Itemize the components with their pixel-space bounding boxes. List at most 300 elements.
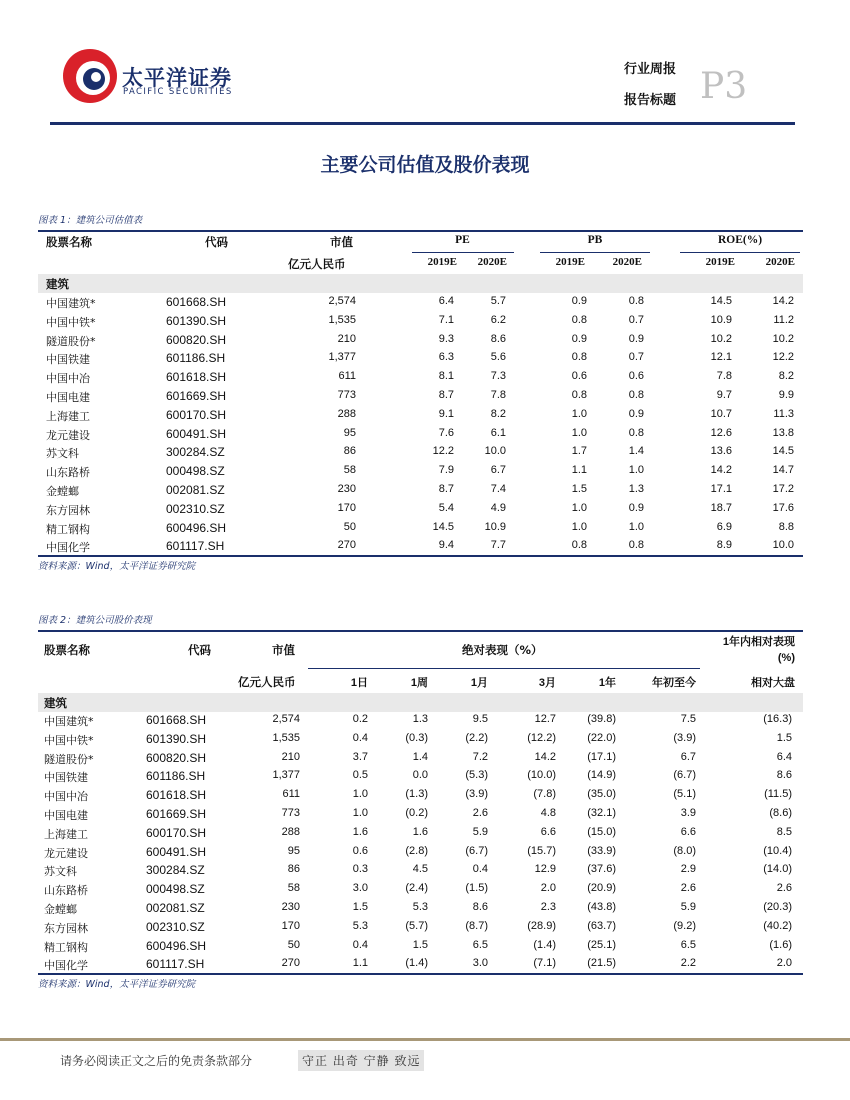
table-cell-name: 中国化学 [44,959,88,973]
table1-bottom-rule [38,555,803,557]
table-cell-roe19: 8.9 [716,539,732,552]
table-cell-code: 601618.SH [146,788,207,803]
table-cell-roe20: 17.2 [772,483,794,495]
table-cell-pb19: 1.0 [571,426,587,439]
table-cell-y1: (63.7) [587,919,616,932]
table-cell-pb20: 0.8 [628,539,644,552]
table-cell-rel: (10.4) [763,844,792,857]
table-cell-mcap: 210 [281,750,300,763]
table-cell-name: 上海建工 [46,409,90,423]
table-cell-ytd: 2.6 [680,882,696,895]
table-cell-pb20: 0.9 [628,501,644,514]
table-cell-y1: (21.5) [587,957,616,970]
table-cell-mcap: 50 [287,938,300,951]
table-cell-m1: 7.2 [472,750,488,763]
table-cell-pe19: 8.7 [438,389,454,401]
table-cell-m1: (3.9) [465,788,488,801]
table-cell-code: 002081.SZ [146,901,205,915]
company-logo-icon [60,46,120,106]
table-cell-rel: (40.2) [763,919,792,932]
table-cell-mcap: 288 [337,407,356,420]
table-cell-d1: 1.6 [352,825,368,838]
table-cell-name: 上海建工 [44,827,88,841]
table-cell-pe20: 4.9 [490,501,506,514]
table-cell-pb19: 0.9 [571,295,587,307]
table1-header-pe-2019: 2019E [427,256,457,268]
table-cell-m1: (6.7) [465,844,488,857]
table-cell-pe20: 6.7 [490,464,506,477]
table-cell-mcap: 773 [281,807,300,819]
table2-header-1y: 1年 [598,677,616,689]
table-cell-pb20: 0.8 [628,426,644,439]
table-cell-code: 600491.SH [146,844,207,859]
page-number: P3 [700,66,748,107]
table-cell-pb20: 0.7 [628,313,644,326]
table-cell-roe19: 10.2 [710,332,732,345]
table-cell-mcap: 86 [287,863,300,876]
table2-source: 资料来源：Wind，太平洋证券研究院 [38,979,196,990]
table1-caption: 图表 1：建筑公司估值表 [38,215,143,226]
table1-top-rule [38,230,803,232]
table-cell-rel: 8.5 [776,825,792,838]
table-cell-roe20: 11.2 [773,313,794,326]
table-cell-pb20: 0.8 [628,389,644,401]
table-cell-pe20: 10.0 [484,445,506,458]
table-cell-pe19: 9.4 [438,539,454,552]
table-cell-m1: 3.0 [472,957,488,970]
table-cell-name: 中国中冶 [46,372,90,386]
header-divider [50,122,795,125]
table1-source: 资料来源：Wind，太平洋证券研究院 [38,561,196,572]
table-cell-mcap: 230 [337,483,356,495]
table-cell-code: 600496.SH [166,520,227,535]
table-cell-d1: 1.0 [352,807,368,819]
footer-divider [0,1038,850,1041]
pe-underline [412,252,514,253]
table-cell-name: 龙元建设 [46,428,90,442]
table-cell-pe20: 8.2 [490,407,506,420]
table-cell-code: 002081.SZ [166,483,225,497]
table-cell-m1: (2.2) [465,731,488,744]
table1-header-mcap-unit: 亿元人民币 [288,257,346,271]
table-cell-mcap: 288 [281,825,300,838]
table2-group-row [38,693,803,712]
table2-header-mcap: 市值 [272,643,295,657]
table-cell-m3: (7.1) [533,957,556,970]
table-cell-m3: (12.2) [527,731,556,744]
table-cell-pb19: 0.6 [571,370,587,383]
table-cell-pe20: 7.8 [490,389,506,401]
table-cell-y1: (33.9) [587,844,616,857]
table-cell-roe20: 8.8 [778,520,794,533]
table-cell-name: 中国中铁* [44,733,94,747]
table-cell-m1: 2.6 [472,807,488,819]
table-cell-name: 中国铁建 [46,353,90,367]
table-cell-d1: 3.0 [352,882,368,895]
table2-header-rel: 相对大盘 [751,677,795,689]
table-cell-mcap: 2,574 [328,295,356,307]
abs-underline [308,668,700,669]
table-cell-rel: 1.5 [776,731,792,744]
table-cell-name: 龙元建设 [44,846,88,860]
table-cell-pe19: 6.4 [438,295,454,307]
table-cell-roe20: 9.9 [778,389,794,401]
table-cell-code: 601390.SH [146,731,207,746]
table-cell-roe19: 18.7 [710,501,732,514]
table-cell-name: 苏文科 [46,447,79,461]
table-cell-pb20: 1.4 [628,445,644,458]
table-cell-roe19: 14.5 [710,295,732,307]
table-cell-m3: (10.0) [527,769,556,782]
table-cell-roe19: 12.1 [710,351,732,364]
table-cell-name: 山东路桥 [44,884,88,898]
table-cell-m3: 14.2 [534,750,556,763]
table-cell-code: 300284.SZ [166,445,225,460]
table-cell-code: 600496.SH [146,938,207,953]
table1-header-pb: PB [587,234,603,246]
table-cell-roe20: 14.5 [772,445,794,458]
table-cell-y1: (43.8) [587,901,616,913]
table-cell-mcap: 230 [281,901,300,913]
table-cell-y1: (17.1) [587,750,616,763]
table-cell-code: 601117.SH [146,957,205,972]
table-cell-name: 苏文科 [44,865,77,879]
table-cell-d1: 0.4 [352,938,368,951]
table-cell-w1: (5.7) [405,919,428,932]
table-cell-pe20: 7.3 [490,370,506,383]
table-cell-rel: 2.6 [776,882,792,895]
table-cell-pe19: 14.5 [432,520,454,533]
table-cell-mcap: 170 [337,501,356,514]
table-cell-w1: (1.3) [405,788,428,801]
brand-name-en: PACIFIC SECURITIES [123,87,233,97]
table-cell-ytd: 2.9 [680,863,696,876]
table-cell-pe19: 7.1 [438,313,454,326]
table-cell-pe20: 6.1 [490,426,506,439]
table-cell-roe19: 7.8 [716,370,732,383]
table-cell-ytd: 7.5 [680,713,696,725]
table-cell-mcap: 58 [287,882,300,895]
table1-header-roe: ROE(%) [717,234,763,246]
table-cell-y1: (22.0) [587,731,616,744]
table-cell-pe19: 12.2 [432,445,454,458]
table1-header-roe-2020: 2020E [765,256,795,268]
table-cell-mcap: 95 [287,844,300,857]
table-cell-mcap: 58 [343,464,356,477]
table-cell-y1: (39.8) [587,713,616,725]
table-cell-y1: (15.0) [587,825,616,838]
table-cell-code: 601669.SH [166,389,227,403]
table2-header-1w: 1周 [410,677,428,689]
table1-header-pb-2019: 2019E [555,256,585,268]
table-cell-code: 000498.SZ [166,464,225,479]
table-cell-w1: (2.8) [405,844,428,857]
table-cell-pb19: 1.0 [571,407,587,420]
table-cell-code: 600820.SH [166,332,227,347]
table-cell-roe19: 17.1 [710,483,732,495]
table-cell-name: 精工钢构 [44,940,88,954]
table-cell-m3: 2.3 [540,901,556,913]
table-cell-roe20: 14.2 [772,295,794,307]
table-cell-ytd: 2.2 [680,957,696,970]
table-cell-mcap: 1,535 [328,313,356,326]
table1-header-pe: PE [455,234,470,246]
table-cell-ytd: (3.9) [673,731,696,744]
table-cell-ytd: 3.9 [680,807,696,819]
table-cell-pb19: 0.8 [571,539,587,552]
table-cell-pe19: 7.9 [438,464,454,477]
table2-header-3m: 3月 [538,677,556,689]
table-cell-d1: 0.4 [352,731,368,744]
table-cell-roe20: 10.2 [772,332,794,345]
table-cell-mcap: 270 [281,957,300,970]
table-cell-code: 600491.SH [166,426,227,441]
table-cell-y1: (25.1) [587,938,616,951]
table-cell-ytd: (8.0) [673,844,696,857]
report-type: 行业周报 [624,62,677,77]
table2-header-ytd: 年初至今 [652,677,696,689]
table-cell-pb19: 0.8 [571,313,587,326]
table-cell-y1: (32.1) [587,807,616,819]
table1-header-mcap: 市值 [330,235,353,249]
table-cell-ytd: 6.6 [680,825,696,838]
table2-header-code: 代码 [188,643,211,657]
table-cell-code: 601668.SH [146,713,207,727]
table-cell-mcap: 210 [337,332,356,345]
report-title: 报告标题 [624,93,677,108]
table2-top-rule [38,630,803,632]
section-title: 主要公司估值及股价表现 [320,154,530,176]
table-cell-mcap: 1,535 [272,731,300,744]
table-cell-name: 中国电建 [46,391,90,404]
table-cell-rel: (1.6) [769,938,792,951]
table-cell-w1: 0.0 [412,769,428,782]
table-cell-roe19: 6.9 [716,520,732,533]
table-cell-mcap: 1,377 [272,769,300,782]
table-cell-rel: (11.5) [764,788,792,801]
table-cell-roe20: 17.6 [772,501,794,514]
table2-bottom-rule [38,973,803,975]
table-cell-rel: (20.3) [763,901,792,913]
table-cell-name: 东方园林 [46,503,90,517]
table-cell-pb20: 0.7 [628,351,644,364]
table-cell-code: 300284.SZ [146,863,205,878]
table-cell-code: 000498.SZ [146,882,205,897]
table-cell-roe19: 10.9 [710,313,732,326]
table-cell-d1: 1.0 [352,788,368,801]
table1-header-roe-2019: 2019E [705,256,735,268]
table-cell-m3: 6.6 [540,825,556,838]
table-cell-m1: 0.4 [472,863,488,876]
table-cell-rel: 2.0 [776,957,792,970]
table-cell-ytd: (6.7) [673,769,696,782]
table-cell-d1: 0.3 [352,863,368,876]
table-cell-pe19: 5.4 [438,501,454,514]
table2-header-rel-line1: 1年内相对表现 [722,636,795,648]
table-cell-name: 隧道股份* [44,752,94,766]
table-cell-y1: (20.9) [587,882,616,895]
table-cell-m3: (15.7) [527,844,556,857]
brand-name-cn: 太平洋证券 [122,66,232,90]
table1-header-pe-2020: 2020E [477,256,507,268]
table-cell-d1: 5.3 [352,919,368,932]
pb-underline [540,252,650,253]
table-cell-name: 金螳螂 [44,903,77,916]
table-cell-roe20: 10.0 [772,539,794,552]
table2-header-abs: 绝对表现（%） [462,643,543,657]
table-cell-code: 002310.SZ [166,501,225,516]
table1-group-row [38,274,803,293]
table-cell-ytd: (5.1) [673,788,696,801]
table-cell-mcap: 50 [343,520,356,533]
table-cell-name: 精工钢构 [46,522,90,536]
table-cell-pe20: 6.2 [490,313,506,326]
table-cell-code: 601186.SH [146,769,206,784]
table-cell-mcap: 270 [337,539,356,552]
table-cell-pe19: 7.6 [438,426,454,439]
table-cell-m1: (1.5) [465,882,488,895]
table-cell-pb20: 0.6 [628,370,644,383]
table-cell-pb20: 0.8 [628,295,644,307]
table-cell-m3: 4.8 [540,807,556,819]
table-cell-roe20: 13.8 [772,426,794,439]
table-cell-w1: (0.2) [405,807,428,819]
table-cell-mcap: 2,574 [272,713,300,725]
table-cell-d1: 3.7 [352,750,368,763]
table-cell-w1: 1.6 [412,825,428,838]
table-cell-roe19: 12.6 [710,426,732,439]
table-cell-name: 中国中冶 [44,790,88,804]
table-cell-m3: 12.7 [534,713,556,725]
table2-header-rel-line2: (%) [777,652,795,664]
table-cell-ytd: (9.2) [673,919,696,932]
table-cell-m1: 6.5 [472,938,488,951]
table-cell-code: 601618.SH [166,370,227,385]
table2-group-label: 建筑 [44,696,67,710]
table-cell-d1: 1.1 [352,957,368,970]
table-cell-mcap: 170 [281,919,300,932]
table-cell-code: 600170.SH [166,407,227,422]
table-cell-pb19: 0.8 [571,389,587,401]
table-cell-pe20: 5.7 [490,295,506,307]
table-cell-roe19: 10.7 [710,407,732,420]
table-cell-m3: (28.9) [527,919,556,932]
table-cell-code: 601390.SH [166,313,227,328]
table-cell-roe19: 14.2 [710,464,732,477]
table-cell-pb20: 0.9 [628,332,644,345]
table-cell-w1: 1.4 [412,750,428,763]
table-cell-d1: 1.5 [352,901,368,913]
table-cell-y1: (37.6) [587,863,616,876]
table-cell-code: 601669.SH [146,807,207,821]
table-cell-rel: 6.4 [776,750,792,763]
table-cell-w1: (0.3) [405,731,428,744]
table-cell-name: 金螳螂 [46,485,79,498]
table-cell-pe19: 9.3 [438,332,454,345]
table2-caption: 图表 2：建筑公司股价表现 [38,615,152,626]
table-cell-mcap: 95 [343,426,356,439]
table-cell-pb20: 1.0 [628,464,644,477]
table-cell-w1: 5.3 [412,901,428,913]
table-cell-pe20: 10.9 [484,520,506,533]
table-cell-roe19: 13.6 [710,445,732,458]
table-cell-m3: (1.4) [533,938,556,951]
table-cell-pe20: 7.7 [490,539,506,552]
table-cell-y1: (35.0) [587,788,616,801]
table-cell-ytd: 6.7 [680,750,696,763]
table-cell-w1: 4.5 [412,863,428,876]
table-cell-code: 601668.SH [166,295,227,309]
table-cell-name: 中国化学 [46,541,90,555]
table-cell-d1: 0.5 [352,769,368,782]
table-cell-roe20: 14.7 [772,464,794,477]
table-cell-pb19: 1.0 [571,520,587,533]
table-cell-m3: (7.8) [533,788,556,801]
table-cell-w1: (1.4) [405,957,428,970]
table-cell-code: 600170.SH [146,825,207,840]
table-cell-name: 隧道股份* [46,334,96,348]
table-cell-name: 中国建筑* [44,715,94,728]
footer-disclaimer: 请务必阅读正文之后的免责条款部分 [60,1054,253,1068]
table-cell-pe19: 8.1 [438,370,454,383]
table-cell-roe19: 9.7 [716,389,732,401]
table-cell-pb19: 1.7 [571,445,587,458]
table2-header-name: 股票名称 [44,643,90,657]
table2-header-mcap-unit: 亿元人民币 [238,675,296,689]
table1-group-label: 建筑 [46,277,69,291]
table-cell-name: 中国铁建 [44,771,88,785]
table1-header-name: 股票名称 [46,235,92,249]
table1-header-pb-2020: 2020E [612,256,642,268]
table-cell-d1: 0.6 [352,844,368,857]
table-cell-w1: (2.4) [405,882,428,895]
table-cell-mcap: 611 [338,370,356,383]
table-cell-pb19: 1.1 [571,464,587,477]
table-cell-pb19: 1.0 [571,501,587,514]
table-cell-m3: 12.9 [534,863,556,876]
table-cell-pe20: 8.6 [490,332,506,345]
table-cell-y1: (14.9) [587,769,616,782]
table-cell-m1: (5.3) [465,769,488,782]
table-cell-code: 002310.SZ [146,919,205,934]
table-cell-pe19: 8.7 [438,483,454,495]
footer-motto: 守正 出奇 宁静 致远 [298,1050,424,1071]
table-cell-mcap: 1,377 [328,351,356,364]
table-cell-roe20: 11.3 [773,407,794,420]
table-cell-w1: 1.5 [412,938,428,951]
table2-header-1d: 1日 [350,677,368,689]
table-cell-m1: 9.5 [472,713,488,725]
table-cell-pe19: 6.3 [438,351,454,364]
table-cell-m1: 8.6 [472,901,488,913]
table-cell-code: 600820.SH [146,750,207,765]
table-cell-pb19: 1.5 [571,483,587,495]
table-cell-ytd: 5.9 [680,901,696,913]
table-cell-w1: 1.3 [412,713,428,725]
table-cell-rel: (8.6) [769,807,792,819]
table-cell-pe20: 7.4 [490,483,506,495]
table-cell-name: 中国电建 [44,809,88,822]
table-cell-mcap: 611 [282,788,300,801]
table-cell-pb20: 0.9 [628,407,644,420]
table-cell-pb19: 0.9 [571,332,587,345]
table-cell-pb19: 0.8 [571,351,587,364]
table-cell-d1: 0.2 [352,713,368,725]
table-cell-name: 中国建筑* [46,297,96,310]
roe-underline [680,252,800,253]
table-cell-rel: (16.3) [763,713,792,725]
table-cell-name: 中国中铁* [46,315,96,329]
